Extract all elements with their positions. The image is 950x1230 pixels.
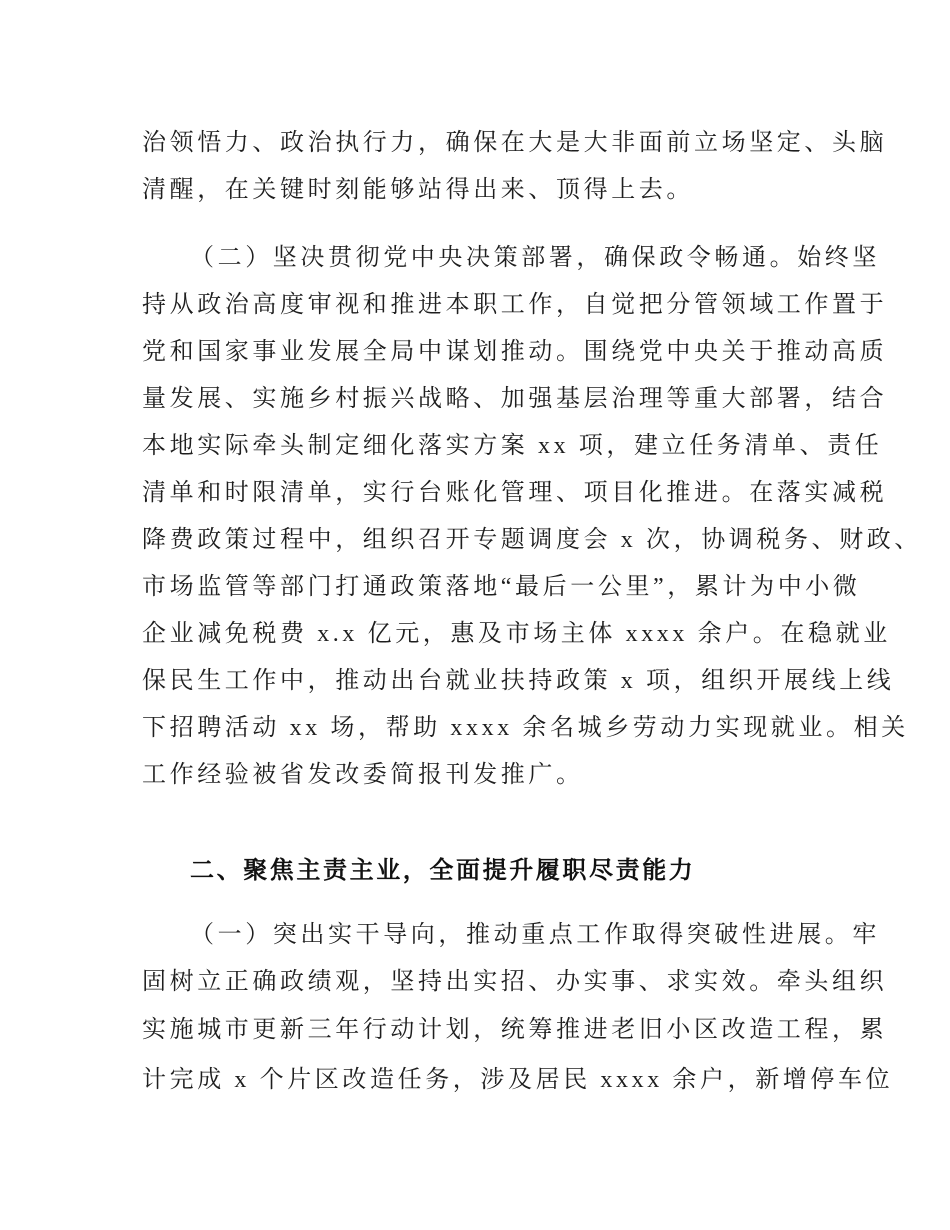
paragraph-line: 固树立正确政绩观，坚持出实招、办实事、求实效。牵头组织 [142, 969, 888, 995]
paragraph-line: 量发展、实施乡村振兴战略、加强基层治理等重大部署，结合 [142, 386, 888, 412]
paragraph-line: 保民生工作中，推动出台就业扶持政策 x 项，组织开展线上线 [142, 668, 895, 694]
paragraph-line: 清醒，在关键时刻能够站得出来、顶得上去。 [142, 177, 694, 203]
paragraph-line: 工作经验被省发改委简报刊发推广。 [142, 762, 584, 788]
paragraph-line: 下招聘活动 xx 场，帮助 xxxx 余名城乡劳动力实现就业。相关 [142, 715, 909, 741]
paragraph-line: 党和国家事业发展全局中谋划推动。围绕党中央关于推动高质 [142, 339, 888, 365]
paragraph-line: 治领悟力、政治执行力，确保在大是大非面前立场坚定、头脑 [142, 130, 888, 156]
paragraph-line: 计完成 x 个片区改造任务，涉及居民 xxxx 余户，新增停车位 [142, 1067, 894, 1093]
paragraph-line: 降费政策过程中，组织召开专题调度会 x 次，协调税务、财政、 [142, 527, 922, 553]
paragraph-line: 持从政治高度审视和推进本职工作，自觉把分管领域工作置于 [142, 292, 888, 318]
paragraph-line: 企业减免税费 x.x 亿元，惠及市场主体 xxxx 余户。在稳就业 [142, 621, 891, 647]
paragraph-line: 清单和时限清单，实行台账化管理、项目化推进。在落实减税 [142, 480, 888, 506]
paragraph-line: 本地实际牵头制定细化落实方案 xx 项，建立任务清单、责任 [142, 433, 883, 459]
paragraph-line: 市场监管等部门打通政策落地“最后一公里”，累计为中小微 [142, 574, 861, 600]
paragraph-line: 实施城市更新三年行动计划，统筹推进老旧小区改造工程，累 [142, 1017, 888, 1043]
section-heading: 二、聚焦主责主业，全面提升履职尽责能力 [190, 857, 696, 884]
subsection-title-line: （二）坚决贯彻党中央决策部署，确保政令畅通。始终坚 [190, 245, 880, 271]
subsection-title-line: （一）突出实干导向，推动重点工作取得突破性进展。牢 [190, 922, 880, 948]
